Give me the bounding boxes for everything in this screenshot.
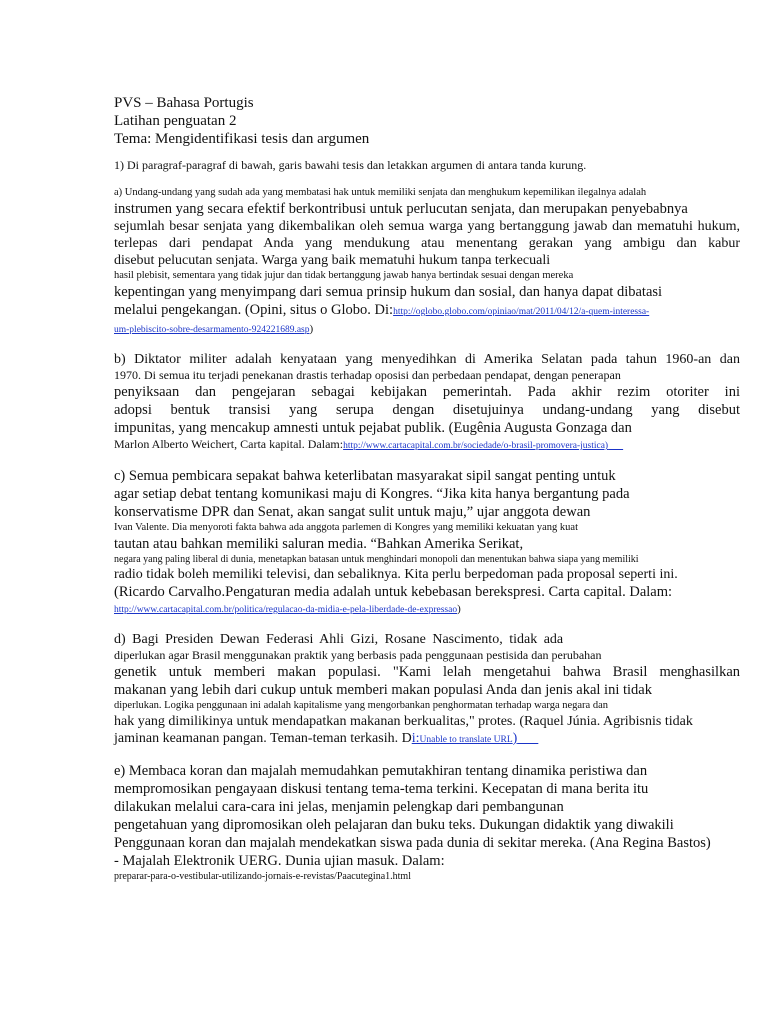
paragraph-b	[114, 351, 740, 454]
paragraph-a-line: instrumen yang secara efektif berkontribusi untuk perlucutan senjata, dan merupakan penyebabnya	[114, 201, 688, 217]
paragraph-a-line: terlepas dari pendapat Anda yang mendukung atau menentang gerakan yang ambigu dan kabur	[114, 236, 740, 251]
header-theme: Tema: Mengidentifikasi tesis dan argumen	[114, 131, 370, 147]
closing-paren: )	[309, 323, 314, 335]
paragraph-c-line: konservatisme DPR dan Senat, akan sangat sulit untuk maju,” ujar anggota dewan	[114, 504, 591, 520]
paragraph-c-line: radio tidak boleh memiliki televisi, dan sebaliknya. Kita perlu berpedoman pada proposal seperti ini.	[114, 567, 678, 582]
paragraph-c-line: tautan atau bahkan memiliki saluran media. “Bahkan Amerika Serikat,	[114, 536, 524, 552]
paragraph-e-line: pengetahuan yang dipromosikan oleh pelajaran dan buku teks. Dukungan didaktik yang diwakili	[114, 817, 674, 833]
source-link-c[interactable]: http://www.cartacapital.com.br/politica/regulacao-da-midia-e-pela-liberdade-de-expressao	[114, 605, 458, 615]
paragraph-a-line: hasil plebisit, sementara yang tidak jujur dan tidak bertanggung jawab hanya bertindak sesuai dengan mereka	[114, 270, 574, 281]
paragraph-a-line: kepentingan yang menyimpang dari semua prinsip hukum dan sosial, dan hanya dapat dibatasi	[114, 284, 663, 300]
paragraph-b-line	[114, 437, 740, 454]
paragraph-d	[114, 631, 740, 749]
paragraph-a-text: melalui pengekangan. (Opini, situs o Globo. Di:	[114, 302, 394, 318]
paragraph-b-line: 1970. Di semua itu terjadi penekanan drastis terhadap oposisi dan perbedaan pendapat, dengan penerapan	[114, 368, 621, 382]
header-course: PVS – Bahasa Portugis	[114, 95, 254, 111]
paragraph-a	[114, 186, 740, 338]
paragraph-c-line: (Ricardo Carvalho.Pengaturan media adalah untuk kebebasan berekspresi. Carta capital. Dalam:	[114, 584, 673, 600]
paragraph-d-text: jaminan keamanan pangan. Teman-teman terkasih. D	[114, 731, 412, 746]
source-link-a[interactable]: http://oglobo.globo.com/opiniao/mat/2011/04/12/a-quem-interessa-	[393, 307, 650, 317]
paragraph-d-in: i:	[411, 731, 420, 746]
closing-paren: )	[512, 731, 518, 746]
paragraph-b-line: adopsi bentuk transisi yang serupa dengan disetujuinya undang-undang yang disebut	[114, 402, 740, 418]
source-link-a-cont[interactable]: um-plebiscito-sobre-desarmamento-924221689.asp	[114, 325, 310, 335]
paragraph-e-source: preparar-para-o-vestibular-utilizando-jornais-e-revistas/Paacutegina1.html	[114, 871, 411, 882]
paragraph-a-line: a) Undang-undang yang sudah ada yang membatasi hak untuk memiliki senjata dan menghukum kepemilikan ilegalnya adalah	[114, 187, 647, 198]
paragraph-e-line: Penggunaan koran dan majalah mendekatkan siswa pada dunia di sekitar mereka. (Ana Regina Bastos)	[114, 835, 711, 851]
document-header	[114, 94, 740, 148]
instruction-text: 1) Di paragraf-paragraf di bawah, garis bawahi tesis dan letakkan argumen di antara tanda kurung.	[114, 158, 587, 172]
paragraph-a-line: disebut pelucutan senjata. Warga yang baik mematuhi hukum tanpa terkecuali	[114, 253, 551, 268]
header-exercise: Latihan penguatan 2	[114, 113, 237, 129]
paragraph-b-line: impunitas, yang mencakup amnesti untuk pejabat publik. (Eugênia Augusta Gonzaga dan	[114, 420, 632, 436]
paragraph-c-line: agar setiap debat tentang komunikasi maju di Kongres. “Jika kita hanya bergantung pada	[114, 486, 630, 502]
paragraph-c-line: negara yang paling liberal di dunia, menetapkan batasan untuk menghindari monopoli dan menentukan bahwa siapa yang memiliki	[114, 554, 639, 565]
paragraph-a-line	[114, 321, 740, 338]
source-link-b[interactable]: http://www.cartacapital.com.br/sociedade/o-brasil-promovera-justica)	[343, 441, 609, 451]
paragraph-d-line: diperlukan agar Brasil menggunakan praktik yang berbasis pada penggunaan pestisida dan perubahan	[114, 648, 602, 662]
paragraph-c-line: Ivan Valente. Dia menyoroti fakta bahwa ada anggota parlemen di Kongres yang memiliki kekuatan yang kuat	[114, 522, 578, 533]
paragraph-e-line: - Majalah Elektronik UERG. Dunia ujian masuk. Dalam:	[114, 853, 445, 869]
paragraph-e-line: e) Membaca koran dan majalah memudahkan pemutakhiran tentang dinamika peristiwa dan	[114, 763, 648, 779]
paragraph-b-line: penyiksaan dan pengejaran sebagai kebijakan pemerintah. Pada akhir rezim otoriter ini	[114, 384, 740, 400]
document-page	[114, 94, 740, 883]
paragraph-b-line: b) Diktator militer adalah kenyataan yang menyedihkan di Amerika Selatan pada tahun 1960-an dan	[114, 352, 740, 367]
paragraph-d-line	[114, 730, 740, 749]
source-link-d[interactable]: Unable to translate URL	[419, 735, 513, 745]
paragraph-c	[114, 467, 740, 618]
paragraph-c-line	[114, 601, 740, 618]
paragraph-b-text: Marlon Alberto Weichert, Carta kapital. Dalam:	[114, 437, 344, 451]
paragraph-d-line: makanan yang lebih dari cukup untuk memberi makan populasi Anda dan jenis akal ini tidak	[114, 682, 652, 698]
paragraph-d-line: d) Bagi Presiden Dewan Federasi Ahli Gizi, Rosane Nascimento, tidak ada	[114, 632, 564, 647]
paragraph-d-line: diperlukan. Logika penggunaan ini adalah kapitalisme yang mengorbankan penghormatan terhadap warga negara dan	[114, 700, 608, 711]
paragraph-a-line	[114, 301, 740, 321]
paragraph-e	[114, 762, 740, 883]
paragraph-c-line: c) Semua pembicara sepakat bahwa keterlibatan masyarakat sipil sangat penting untuk	[114, 468, 616, 484]
paragraph-e-line: mempromosikan pengayaan diskusi tentang tema-tema terkini. Kecepatan di mana berita itu	[114, 781, 649, 797]
paragraph-d-line: hak yang dimilikinya untuk mendapatkan makanan berkualitas," protes. (Raquel Júnia. Agribisnis tidak	[114, 714, 693, 729]
paragraph-a-line: sejumlah besar senjata yang dikembalikan oleh semua warga yang bertanggung jawab dan mematuhi hukum,	[114, 219, 740, 234]
paragraph-e-line: dilakukan melalui cara-cara ini jelas, menjamin pelengkap dari pembangunan	[114, 799, 564, 815]
paragraph-d-line: genetik untuk memberi makan populasi. "Kami lelah mengetahui bahwa Brasil menghasilkan	[114, 664, 740, 680]
closing-paren: )	[457, 603, 461, 615]
